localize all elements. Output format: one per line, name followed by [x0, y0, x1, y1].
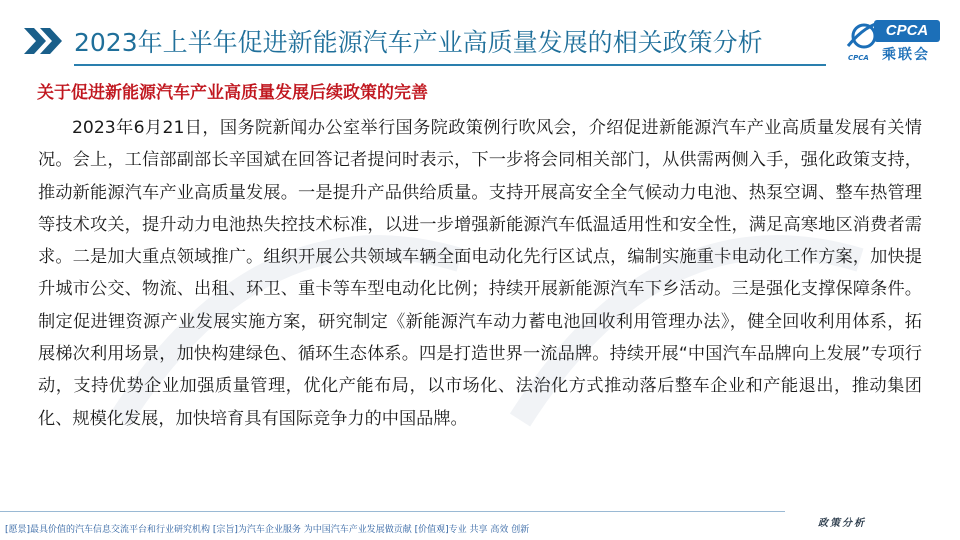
- double-chevron-icon: [22, 26, 66, 56]
- logo: [846, 16, 944, 68]
- logo-badge: CPCA: [874, 20, 940, 42]
- logo-subtext: CPCA: [848, 54, 869, 62]
- body-paragraph: 2023年6月21日，国务院新闻办公室举行国务院政策例行吹风会，介绍促进新能源汽车产业高质量发展有关情况。会上，工信部副部长辛国斌在回答记者提问时表示，下一步将会同相关部门，从供需两侧入手，强化政策支持，推动新能源汽车产业高质量发展。一是提升产品供给质量。支持开展高安全全气候动力电池、热泵空调、整车热管理等技术攻关，提升动力电池热失控技术标准，以进一步增强新能源汽车低温适用性和安全性，满足高寒地区消费者需求。二是加大重点领域推广。组织开展公共领域车辆全面电动化先行区试点，编制实施重卡电动化工作方案，加快提升城市公交、物流、出租、环卫、重卡等车型电动化比例；持续开展新能源汽车下乡活动。三是强化支撑保障条件。制定促进锂资源产业发展实施方案，研究制定《新能源汽车动力蓄电池回收利用管理办法》，健全回收利用体系，拓展梯次利用场景，加快构建绿色、循环生态体系。四是打造世界一流品牌。持续开展“中国汽车品牌向上发展”专项行动，支持优势企业加强质量管理，优化产能布局，以市场化、法治化方式推动落后整车企业和产能退出，推动集团化、规模化发展，加快培育具有国际竞争力的中国品牌。: [38, 118, 922, 429]
- section-heading: 关于促进新能源汽车产业高质量发展后续政策的完善: [37, 83, 428, 103]
- logo-cn-name: 乘联会: [882, 47, 930, 63]
- footer-mission: [愿景]最具价值的汽车信息交流平台和行业研究机构 [宗旨]为汽车企业服务 为中国汽车产业发展做贡献 [价值观]专业 共享 高效 创新: [5, 525, 530, 535]
- page-title: 2023年上半年促进新能源汽车产业高质量发展的相关政策分析: [74, 28, 763, 57]
- title-underline: [74, 64, 826, 66]
- footer-section-label: 政策分析: [818, 518, 866, 529]
- title-bar: [22, 18, 822, 68]
- footer-divider: [0, 511, 785, 512]
